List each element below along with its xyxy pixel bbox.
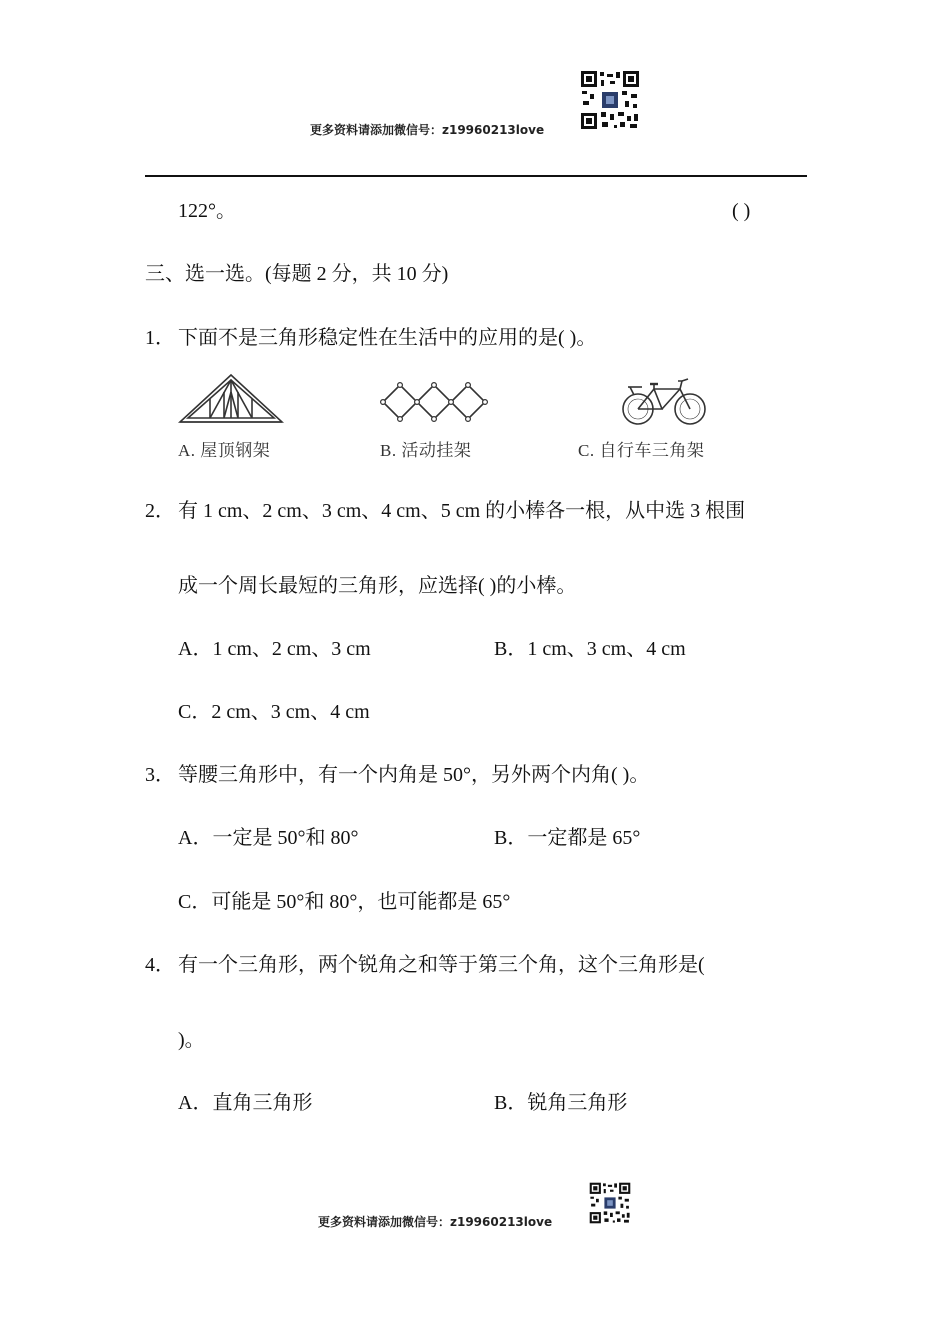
option-caption-a: A. 屋顶钢架 [178, 441, 271, 460]
question-number: 1． [145, 327, 175, 349]
section-title: 三、选一选。(每题 2 分，共 10 分) [145, 263, 449, 285]
option-c: C．可能是 50°和 80°，也可能都是 65° [178, 891, 511, 913]
question-text: 等腰三角形中，有一个内角是 50°，另外两个内角( )。 [178, 764, 650, 786]
option-b: B．一定都是 65° [494, 827, 641, 849]
footer-watermark: 更多资料请添加微信号：z19960213love [318, 1215, 553, 1229]
option-a: A．一定是 50°和 80° [178, 827, 359, 849]
question-text: 下面不是三角形稳定性在生活中的应用的是( )。 [178, 327, 597, 349]
header-qr-code-icon [580, 70, 640, 130]
option-caption-c: C. 自行车三角架 [578, 441, 705, 460]
header-rule [145, 175, 807, 177]
question-text: 有 1 cm、2 cm、3 cm、4 cm、5 cm 的小棒各一根，从中选 3 根围 [178, 500, 746, 522]
option-b: B．锐角三角形 [494, 1092, 628, 1114]
question-text: 有一个三角形，两个锐角之和等于第三个角，这个三角形是( [178, 954, 705, 976]
lattice-hanger-icon [380, 382, 490, 422]
carryover-text: 122°。 [178, 200, 236, 222]
footer-qr-code-icon [589, 1182, 631, 1224]
question-number: 4． [145, 954, 175, 976]
header-watermark: 更多资料请添加微信号：z19960213love [310, 123, 545, 137]
roof-truss-icon [178, 372, 284, 424]
question-number: 2． [145, 500, 175, 522]
option-a: A．直角三角形 [178, 1092, 313, 1114]
question-number: 3． [145, 764, 175, 786]
option-caption-b: B. 活动挂架 [380, 441, 472, 460]
bicycle-icon [620, 375, 708, 427]
answer-paren: ( ) [732, 200, 751, 222]
option-a: A．1 cm、2 cm、3 cm [178, 638, 371, 660]
option-c: C．2 cm、3 cm、4 cm [178, 701, 370, 723]
question-text-continued: 成一个周长最短的三角形，应选择( )的小棒。 [178, 575, 577, 597]
option-b: B．1 cm、3 cm、4 cm [494, 638, 686, 660]
question-text-continued: )。 [178, 1029, 205, 1051]
